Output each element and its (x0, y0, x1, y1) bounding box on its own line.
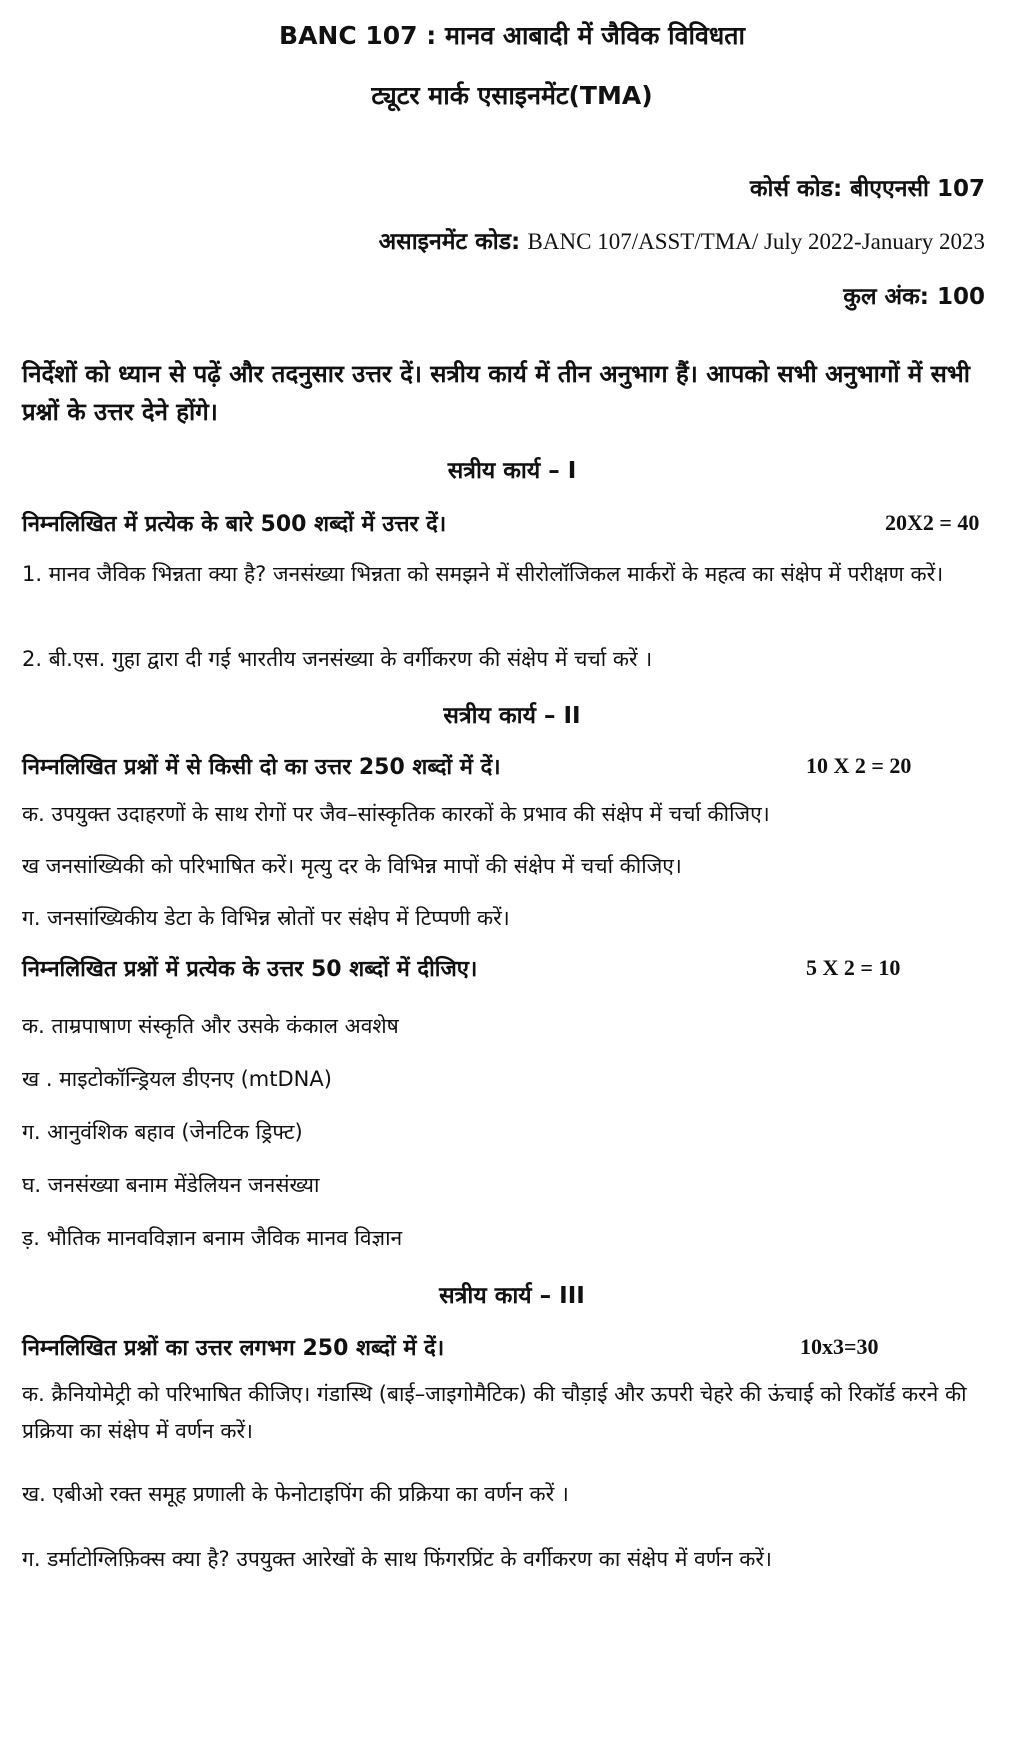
question-item: क. उपयुक्त उदाहरणों के साथ रोगों पर जैव–सांस्कृतिक कारकों के प्रभाव की संक्षेप में चर्चा कीजिए। (22, 802, 770, 826)
section-3-heading: सत्रीय कार्य – III (439, 1283, 585, 1309)
section-3-marks: 10x3=30 (800, 1334, 879, 1359)
question-item: ड़. भौतिक मानवविज्ञान बनाम जैविक मानव विज्ञान (22, 1226, 403, 1250)
question-item: घ. जनसंख्या बनाम मेंडेलियन जनसंख्या (22, 1173, 320, 1197)
question-item: ग. जनसांख्यिकीय डेटा के विभिन्न स्रोतों पर संक्षेप में टिप्पणी करें। (22, 906, 510, 930)
section-1-instruction: निम्नलिखित में प्रत्येक के बारे 500 शब्दों में उत्तर दें। (22, 512, 447, 537)
general-instructions: निर्देशों को ध्यान से पढ़ें और तदनुसार उत्तर दें। सत्रीय कार्य में तीन अनुभाग हैं। आपको सभी अनुभागों में सभी प्रश्नों के उत्तर देने होंगे। (22, 360, 970, 426)
question-item: क. ताम्रपाषाण संस्कृति और उसके कंकाल अवशेष (22, 1014, 399, 1038)
section-2a-instruction: निम्नलिखित प्रश्नों में से किसी दो का उत्तर 250 शब्दों में दें। (22, 755, 501, 780)
total-marks: कुल अंक: 100 (843, 284, 985, 310)
question-item: ग. आनुवंशिक बहाव (जेनटिक ड्रिफ्ट) (22, 1120, 303, 1144)
course-code: कोर्स कोड: बीएएनसी 107 (749, 176, 985, 202)
question-item: क. क्रैनियोमेट्री को परिभाषित कीजिए। गंडास्थि (बाई–जाइगोमैटिक) की चौड़ाई और ऊपरी चेहरे की ऊंचाई को रिकॉर्ड करने की प्रक्रिया का संक्षेप में वर्णन करें। (22, 1382, 967, 1443)
section-2-heading: सत्रीय कार्य – II (443, 703, 581, 729)
question-item: 2. बी.एस. गुहा द्वारा दी गई भारतीय जनसंख्या के वर्गीकरण की संक्षेप में चर्चा करें । (22, 647, 653, 671)
section-3-instruction: निम्नलिखित प्रश्नों का उत्तर लगभग 250 शब्दों में दें। (22, 1336, 445, 1361)
question-item: ख . माइटोकॉन्ड्रियल डीएनए (mtDNA) (22, 1067, 332, 1091)
question-item: 1. मानव जैविक भिन्नता क्या है? जनसंख्या भिन्नता को समझने में सीरोलॉजिकल मार्करों के महत्व का संक्षेप में परीक्षण करें। (22, 562, 944, 586)
assignment-code (379, 224, 985, 256)
assignment-code-label: असाइनमेंट कोड: (378, 229, 521, 255)
section-2b-marks: 5 X 2 = 10 (806, 955, 901, 980)
section-1-marks: 20X2 = 40 (885, 510, 980, 535)
section-1-heading: सत्रीय कार्य – I (447, 458, 577, 484)
question-item: ख जनसांख्यिकी को परिभाषित करें। मृत्यु दर के विभिन्न मापों की संक्षेप में चर्चा कीजिए। (22, 854, 682, 878)
section-2b-instruction: निम्नलिखित प्रश्नों में प्रत्येक के उत्तर 50 शब्दों में दीजिए। (22, 957, 478, 982)
question-item: ख. एबीओ रक्त समूह प्रणाली के फेनोटाइपिंग की प्रक्रिया का वर्णन करें । (22, 1482, 569, 1506)
question-item: ग. डर्माटोग्लिफ़िक्स क्या है? उपयुक्त आरेखों के साथ फिंगरप्रिंट के वर्गीकरण का संक्षेप में वर्णन करें। (22, 1547, 772, 1571)
document-title: BANC 107 : मानव आबादी में जैविक विविधता (279, 21, 745, 50)
section-2a-marks: 10 X 2 = 20 (806, 753, 912, 778)
document-subtitle: ट्यूटर मार्क एसाइनमेंट(TMA) (371, 81, 653, 110)
assignment-code-value: BANC 107/ASST/TMA/ July 2022-January 2023 (527, 229, 985, 254)
